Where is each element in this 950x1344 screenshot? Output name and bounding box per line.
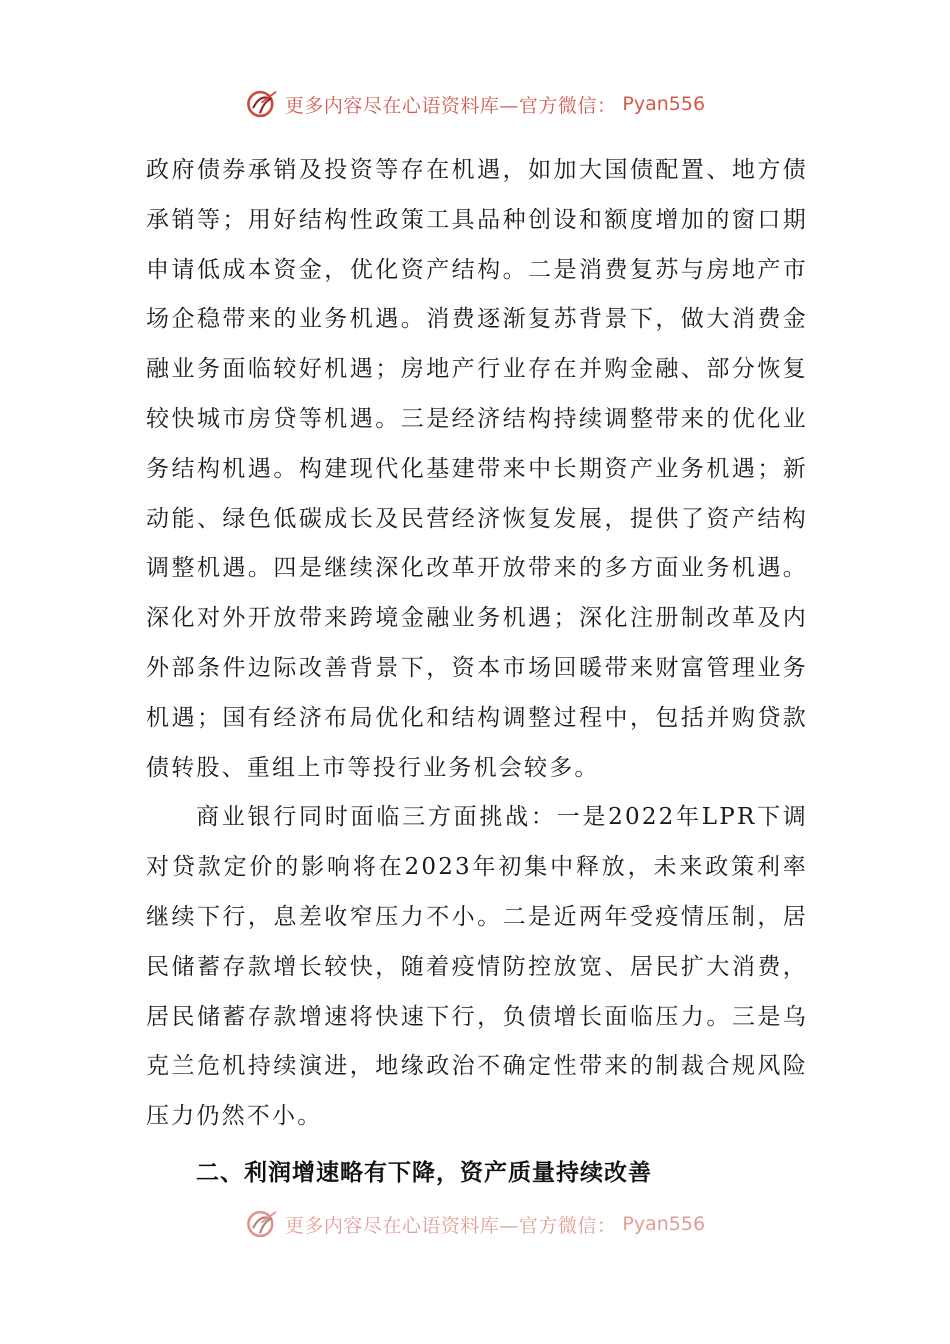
footer-watermark-banner (0, 1206, 950, 1242)
footer-banner-text: 更多内容尽在心语资料库—官方微信： (284, 1214, 617, 1237)
brand-logo-icon (245, 87, 279, 121)
footer-banner-wechat-id: Pyan556 (622, 1213, 706, 1235)
body-paragraph-challenges: 商业银行同时面临三方面挑战：一是2022年LPR下调对贷款定价的影响将在2023年初集中释放，未来政策利率继续下行，息差收窄压力不小。二是近两年受疫情压制，居民储蓄存款增长较快，随着疫情防控放宽、居民扩大消费，居民储蓄存款增速将快速下行，负债增长面临压力。三是乌克兰危机持续演进，地缘政治不确定性带来的制裁合规风险压力仍然不小。 (146, 804, 808, 1130)
footer-banner-inner (245, 1207, 705, 1241)
section-heading: 二、利润增速略有下降，资产质量持续改善 (196, 1159, 652, 1186)
header-watermark-banner (0, 84, 950, 124)
document-body (146, 146, 808, 1198)
brand-logo-icon (245, 1207, 279, 1241)
header-banner-inner (245, 87, 705, 121)
header-banner-wechat-id: Pyan556 (622, 93, 706, 115)
header-banner-text: 更多内容尽在心语资料库—官方微信： (284, 94, 617, 117)
body-paragraph-continued: 政府债券承销及投资等存在机遇，如加大国债配置、地方债承销等；用好结构性政策工具品种创设和额度增加的窗口期申请低成本资金，优化资产结构。二是消费复苏与房地产市场企稳带来的业务机遇。消费逐渐复苏背景下，做大消费金融业务面临较好机遇；房地产行业存在并购金融、部分恢复较快城市房贷等机遇。三是经济结构持续调整带来的优化业务结构机遇。构建现代化基建带来中长期资产业务机遇；新动能、绿色低碳成长及民营经济恢复发展，提供了资产结构调整机遇。四是继续深化改革开放带来的多方面业务机遇。深化对外开放带来跨境金融业务机遇；深化注册制改革及内外部条件边际改善背景下，资本市场回暖带来财富管理业务机遇；国有经济布局优化和结构调整过程中，包括并购贷款债转股、重组上市等投行业务机会较多。 (146, 157, 808, 781)
